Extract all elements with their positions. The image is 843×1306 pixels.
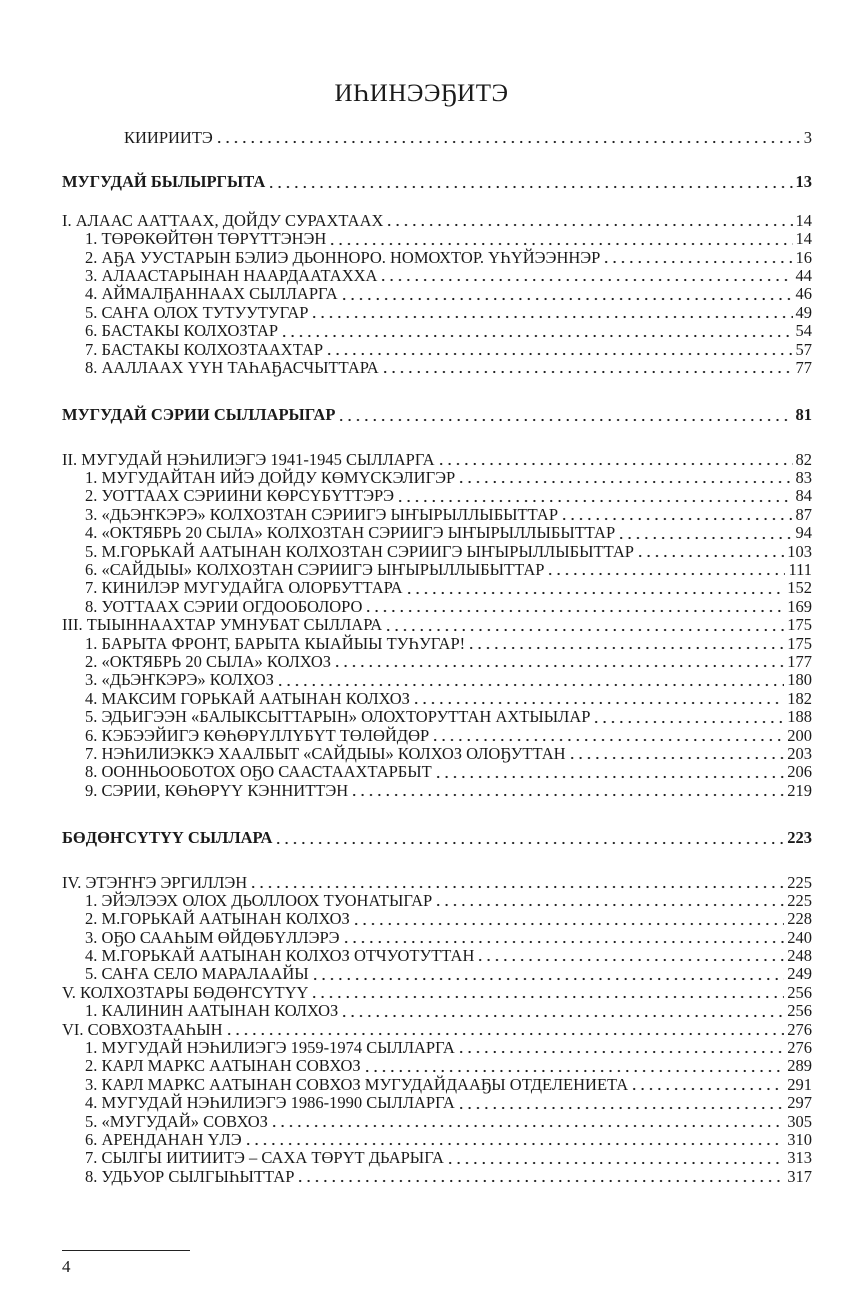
- toc-entry-intro[interactable]: [62, 129, 812, 147]
- toc-entry-page: 57: [795, 339, 812, 359]
- toc-entry-label: 8. УОТТААХ СЭРИИ ОГДООБОЛОРО: [85, 596, 363, 616]
- toc-entry-sub[interactable]: [62, 359, 812, 377]
- toc-entry-label: 4. МУГУДАЙ НЭҺИЛИЭГЭ 1986-1990 СЫЛЛАРГА: [85, 1093, 455, 1113]
- toc-entry-sub[interactable]: [62, 285, 812, 303]
- toc-entry-page: 13: [795, 172, 812, 192]
- toc-entry-sub[interactable]: [62, 708, 812, 726]
- toc-entry-label: КИИРИИТЭ: [124, 128, 213, 147]
- dot-leader: [592, 710, 784, 724]
- toc-entry-page: 203: [787, 743, 812, 763]
- toc-entry-page: 188: [787, 707, 812, 727]
- toc-entry-label: 4. М.ГОРЬКАЙ ААТЫНАН КОЛХОЗ ОТЧУОТУТТАН: [85, 946, 475, 966]
- toc-entry-page: 44: [795, 265, 812, 285]
- toc-entry-label: 4. МАКСИМ ГОРЬКАЙ ААТЫНАН КОЛХОЗ: [85, 688, 410, 708]
- section-spacer: [62, 192, 812, 212]
- toc-entry-label: 1. МУГУДАЙ НЭҺИЛИЭГЭ 1959-1974 СЫЛЛАРГА: [85, 1038, 455, 1058]
- toc-entry-sub[interactable]: [62, 249, 812, 267]
- toc-entry-page: 3: [803, 128, 812, 147]
- toc-entry-label: 4. «ОКТЯБРЬ 20 СЫЛА» КОЛХОЗТАН СЭРИИГЭ ЫҤЫРЫЛЛЫБЫТТАР: [85, 523, 616, 543]
- table-of-contents: [62, 129, 812, 1186]
- dot-leader: [630, 1077, 784, 1091]
- dot-leader: [602, 250, 792, 264]
- toc-entry-sub[interactable]: [62, 745, 812, 763]
- dot-leader: [467, 636, 784, 650]
- toc-entry-page: 54: [795, 321, 812, 341]
- toc-entry-sub[interactable]: [62, 690, 812, 708]
- toc-entry-page: 14: [795, 229, 812, 249]
- dot-leader: [267, 175, 792, 189]
- toc-entry-page: 256: [787, 1001, 812, 1021]
- toc-entry-bold[interactable]: [62, 406, 812, 424]
- section-spacer: [62, 800, 812, 829]
- toc-entry-page: 305: [787, 1111, 812, 1131]
- toc-entry-page: 82: [795, 449, 812, 469]
- dot-leader: [333, 654, 784, 668]
- toc-entry-page: 83: [795, 468, 812, 488]
- toc-entry-page: 276: [787, 1019, 812, 1039]
- toc-entry-label: I. АЛААС ААТТААХ, ДОЙДУ СУРАХТААХ: [62, 210, 384, 230]
- toc-entry-page: 177: [787, 651, 812, 671]
- toc-entry-sub[interactable]: [62, 910, 812, 928]
- dot-leader: [310, 305, 792, 319]
- toc-entry-page: 182: [787, 688, 812, 708]
- toc-entry-label: 1. МУГУДАЙТАН ИЙЭ ДОЙДУ КӨМҮСКЭЛИГЭР: [85, 468, 456, 488]
- toc-entry-label: 2. М.ГОРЬКАЙ ААТЫНАН КОЛХОЗ: [85, 909, 350, 929]
- toc-entry-chapter[interactable]: [62, 616, 812, 634]
- toc-entry-page: 14: [795, 210, 812, 230]
- toc-entry-sub[interactable]: [62, 947, 812, 965]
- toc-entry-page: 276: [787, 1038, 812, 1058]
- footer-rule: [62, 1250, 190, 1251]
- toc-entry-page: 206: [787, 762, 812, 782]
- dot-leader: [457, 1096, 784, 1110]
- toc-entry-sub[interactable]: [62, 487, 812, 505]
- toc-entry-page: 180: [787, 670, 812, 690]
- toc-entry-page: 248: [787, 946, 812, 966]
- toc-entry-page: 297: [787, 1093, 812, 1113]
- toc-entry-label: IV. ЭТЭҤҤЭ ЭРГИЛЛЭН: [62, 872, 248, 892]
- toc-entry-sub[interactable]: [62, 653, 812, 671]
- toc-entry-label: V. КОЛХОЗТАРЫ БӨДӨҤСҮТҮҮ: [62, 982, 309, 1002]
- dot-leader: [249, 875, 784, 889]
- toc-entry-label: 8. ООННЬООБОТОХ ОҔО СААСТААХТАРБЫТ: [85, 762, 432, 782]
- dot-leader: [617, 526, 792, 540]
- toc-entry-label: 2. АҔА УУСТАРЫН БЭЛИЭ ДЬОННОРО. НОМОХТОР. ҮҺҮЙЭЭННЭР: [85, 247, 601, 267]
- dot-leader: [457, 1040, 784, 1054]
- dot-leader: [311, 967, 785, 981]
- toc-entry-sub[interactable]: [62, 892, 812, 910]
- toc-entry-label: 6. АРЕНДАНАН ҮЛЭ: [85, 1129, 242, 1149]
- toc-entry-sub[interactable]: [62, 230, 812, 248]
- dot-leader: [325, 342, 792, 356]
- toc-entry-sub[interactable]: [62, 635, 812, 653]
- toc-entry-label: МУГУДАЙ БЫЛЫРГЫТА: [62, 172, 266, 192]
- dot-leader: [340, 287, 793, 301]
- dot-leader: [274, 831, 784, 845]
- toc-entry-page: 200: [787, 725, 812, 745]
- toc-entry-sub[interactable]: [62, 1002, 812, 1020]
- toc-entry-label: 5. ЭДЬИГЭЭН «БАЛЫКСЫТТАРЫН» ОЛОХТОРУТТАН АХТЫЫЛАР: [85, 707, 591, 727]
- dot-leader: [337, 408, 792, 422]
- dot-leader: [446, 1151, 784, 1165]
- toc-entry-label: 3. КАРЛ МАРКС ААТЫНАН СОВХОЗ МУГУДАЙДААҔЫ ОТДЕЛЕНИЕТА: [85, 1074, 629, 1094]
- dot-leader: [350, 783, 784, 797]
- toc-entry-page: 317: [787, 1166, 812, 1186]
- dot-leader: [381, 360, 793, 374]
- dot-leader: [225, 1022, 785, 1036]
- dot-leader: [437, 452, 793, 466]
- dot-leader: [352, 912, 784, 926]
- toc-entry-sub[interactable]: [62, 727, 812, 745]
- toc-entry-label: 6. «САЙДЫЫ» КОЛХОЗТАН СЭРИИГЭ ЫҤЫРЫЛЛЫБЫТТАР: [85, 560, 545, 580]
- toc-entry-sub[interactable]: [62, 267, 812, 285]
- toc-entry-page: 103: [787, 541, 812, 561]
- toc-entry-chapter[interactable]: [62, 451, 812, 469]
- toc-entry-page: 175: [787, 615, 812, 635]
- toc-entry-page: 152: [787, 578, 812, 598]
- toc-entry-label: 1. ТӨРӨКӨЙТӨН ТӨРҮТТЭНЭН: [85, 229, 327, 249]
- toc-entry-label: 1. КАЛИНИН ААТЫНАН КОЛХОЗ: [85, 1001, 339, 1021]
- toc-entry-sub[interactable]: [62, 561, 812, 579]
- toc-entry-sub[interactable]: [62, 1168, 812, 1186]
- toc-entry-label: 7. НЭҺИЛИЭККЭ ХААЛБЫТ «САЙДЫЫ» КОЛХОЗ ОЛОҔУТТАН: [85, 743, 566, 763]
- dot-leader: [328, 232, 792, 246]
- toc-entry-page: 81: [795, 405, 812, 425]
- toc-entry-label: 1. ЭЙЭЛЭЭХ ОЛОХ ДЬОЛЛООХ ТУОНАТЫГАР: [85, 890, 433, 910]
- toc-entry-sub[interactable]: [62, 579, 812, 597]
- toc-entry-label: 8. ААЛЛААХ ҮҮН ТАҺАҔАСЧЫТТАРА: [85, 357, 379, 377]
- dot-leader: [457, 470, 792, 484]
- toc-entry-label: 9. СЭРИИ, КӨҺӨРҮҮ КЭННИТТЭН: [85, 780, 349, 800]
- dot-leader: [363, 1059, 785, 1073]
- toc-entry-sub[interactable]: [62, 1057, 812, 1075]
- section-spacer: [62, 848, 812, 874]
- toc-entry-label: 2. УОТТААХ СЭРИИНИ КӨРСҮБҮТТЭРЭ: [85, 486, 395, 506]
- toc-entry-page: 256: [787, 982, 812, 1002]
- toc-entry-page: 49: [795, 302, 812, 322]
- section-spacer: [62, 147, 812, 173]
- toc-entry-chapter[interactable]: [62, 212, 812, 230]
- dot-leader: [412, 691, 784, 705]
- dot-leader: [244, 1132, 785, 1146]
- toc-entry-label: 7. КИНИЛЭР МУГУДАЙГА ОЛОРБУТТАРА: [85, 578, 403, 598]
- dot-leader: [215, 130, 801, 144]
- toc-entry-page: 87: [795, 504, 812, 524]
- dot-leader: [276, 673, 784, 687]
- toc-entry-label: VI. СОВХОЗТААҺЫН: [62, 1019, 223, 1039]
- toc-entry-sub[interactable]: [62, 1113, 812, 1131]
- dot-leader: [560, 507, 793, 521]
- dot-leader: [364, 599, 784, 613]
- toc-entry-label: 2. КАРЛ МАРКС ААТЫНАН СОВХОЗ: [85, 1056, 361, 1076]
- dot-leader: [405, 581, 785, 595]
- toc-entry-chapter[interactable]: [62, 984, 812, 1002]
- toc-entry-page: 289: [787, 1056, 812, 1076]
- toc-entry-page: 46: [795, 284, 812, 304]
- toc-entry-page: 310: [787, 1129, 812, 1149]
- toc-entry-sub[interactable]: [62, 782, 812, 800]
- toc-entry-sub[interactable]: [62, 304, 812, 322]
- toc-entry-label: МУГУДАЙ СЭРИИ СЫЛЛАРЫГАР: [62, 405, 336, 425]
- toc-entry-sub[interactable]: [62, 543, 812, 561]
- dot-leader: [636, 544, 784, 558]
- toc-entry-sub[interactable]: [62, 506, 812, 524]
- dot-leader: [396, 489, 792, 503]
- toc-entry-chapter[interactable]: [62, 874, 812, 892]
- toc-entry-page: 291: [787, 1074, 812, 1094]
- toc-entry-sub[interactable]: [62, 671, 812, 689]
- toc-entry-sub[interactable]: [62, 322, 812, 340]
- toc-entry-label: 3. «ДЬЭҤКЭРЭ» КОЛХОЗ: [85, 670, 274, 690]
- toc-entry-page: 228: [787, 909, 812, 929]
- toc-entry-label: 5. «МУГУДАЙ» СОВХОЗ: [85, 1111, 268, 1131]
- toc-entry-chapter[interactable]: [62, 1021, 812, 1039]
- toc-entry-page: 111: [788, 560, 812, 580]
- page-number: 4: [62, 1257, 71, 1276]
- toc-entry-sub[interactable]: [62, 598, 812, 616]
- toc-entry-bold[interactable]: [62, 829, 812, 847]
- toc-entry-label: II. МУГУДАЙ НЭҺИЛИЭГЭ 1941-1945 СЫЛЛАРГА: [62, 449, 435, 469]
- dot-leader: [385, 213, 792, 227]
- toc-entry-page: 225: [787, 890, 812, 910]
- dot-leader: [434, 893, 784, 907]
- toc-entry-page: 313: [787, 1148, 812, 1168]
- toc-entry-page: 219: [787, 780, 812, 800]
- toc-entry-label: БӨДӨҤСҮТҮҮ СЫЛЛАРА: [62, 828, 273, 848]
- dot-leader: [568, 746, 785, 760]
- dot-leader: [340, 1004, 784, 1018]
- toc-entry-sub[interactable]: [62, 1149, 812, 1167]
- toc-entry-page: 175: [787, 633, 812, 653]
- toc-entry-sub[interactable]: [62, 1039, 812, 1057]
- toc-entry-label: 3. «ДЬЭҤКЭРЭ» КОЛХОЗТАН СЭРИИГЭ ЫҤЫРЫЛЛЫБЫТТАР: [85, 504, 558, 524]
- toc-entry-page: 223: [787, 828, 812, 848]
- dot-leader: [434, 765, 785, 779]
- toc-entry-page: 249: [787, 964, 812, 984]
- toc-entry-page: 225: [787, 872, 812, 892]
- toc-entry-label: 6. БАСТАКЫ КОЛХОЗТАР: [85, 321, 279, 341]
- toc-entry-label: 6. КЭБЭЭЙИГЭ КӨҺӨРҮЛЛҮБҮТ ТӨЛӨЙДӨР: [85, 725, 430, 745]
- dot-leader: [431, 728, 784, 742]
- toc-entry-label: 5. М.ГОРЬКАЙ ААТЫНАН КОЛХОЗТАН СЭРИИГЭ ЫҤЫРЫЛЛЫБЫТТАР: [85, 541, 634, 561]
- dot-leader: [476, 948, 784, 962]
- toc-entry-sub[interactable]: [62, 929, 812, 947]
- toc-entry-label: 1. БАРЫТА ФРОНТ, БАРЫТА КЫАЙЫЫ ТУҺУГАР!: [85, 633, 466, 653]
- toc-entry-label: 5. САҤА СЕЛО МАРАЛААЙЫ: [85, 964, 309, 984]
- toc-entry-sub[interactable]: [62, 965, 812, 983]
- dot-leader: [384, 618, 784, 632]
- page-title: ИҺИНЭЭҔИТЭ: [334, 80, 509, 107]
- dot-leader: [270, 1114, 784, 1128]
- toc-entry-page: 16: [795, 247, 812, 267]
- toc-entry-label: 3. АЛААСТАРЫНАН НААРДААТАХХА: [85, 265, 378, 285]
- section-spacer: [62, 425, 812, 451]
- section-spacer: [62, 377, 812, 406]
- dot-leader: [342, 930, 785, 944]
- toc-entry-label: 7. БАСТАКЫ КОЛХОЗТААХТАР: [85, 339, 324, 359]
- toc-entry-sub[interactable]: [62, 469, 812, 487]
- toc-entry-label: 7. СЫЛГЫ ИИТИИТЭ – САХА ТӨРҮТ ДЬАРЫГА: [85, 1148, 444, 1168]
- toc-entry-sub[interactable]: [62, 763, 812, 781]
- toc-entry-bold[interactable]: [62, 173, 812, 191]
- toc-entry-sub[interactable]: [62, 524, 812, 542]
- toc-entry-sub[interactable]: [62, 1076, 812, 1094]
- dot-leader: [379, 268, 792, 282]
- dot-leader: [310, 985, 784, 999]
- toc-entry-label: 4. АЙМАЛҔАННААХ СЫЛЛАРГА: [85, 284, 338, 304]
- toc-entry-label: 2. «ОКТЯБРЬ 20 СЫЛА» КОЛХОЗ: [85, 651, 332, 671]
- toc-entry-page: 169: [787, 596, 812, 616]
- dot-leader: [280, 324, 792, 338]
- toc-entry-label: III. ТЫЫННААХТАР УМНУБАТ СЫЛЛАРА: [62, 615, 383, 635]
- dot-leader: [546, 562, 785, 576]
- toc-entry-label: 3. ОҔО СААҺЫМ ӨЙДӨБҮЛЛЭРЭ: [85, 927, 340, 947]
- toc-entry-label: 5. САҤА ОЛОХ ТУТУУТУГАР: [85, 302, 309, 322]
- toc-entry-sub[interactable]: [62, 341, 812, 359]
- dot-leader: [296, 1169, 784, 1183]
- toc-entry-label: 8. УДЬУОР СЫЛГЫҺЫТТАР: [85, 1166, 295, 1186]
- toc-entry-sub[interactable]: [62, 1094, 812, 1112]
- toc-entry-sub[interactable]: [62, 1131, 812, 1149]
- toc-entry-page: 77: [795, 357, 812, 377]
- toc-entry-page: 240: [787, 927, 812, 947]
- toc-entry-page: 94: [795, 523, 812, 543]
- toc-entry-page: 84: [795, 486, 812, 506]
